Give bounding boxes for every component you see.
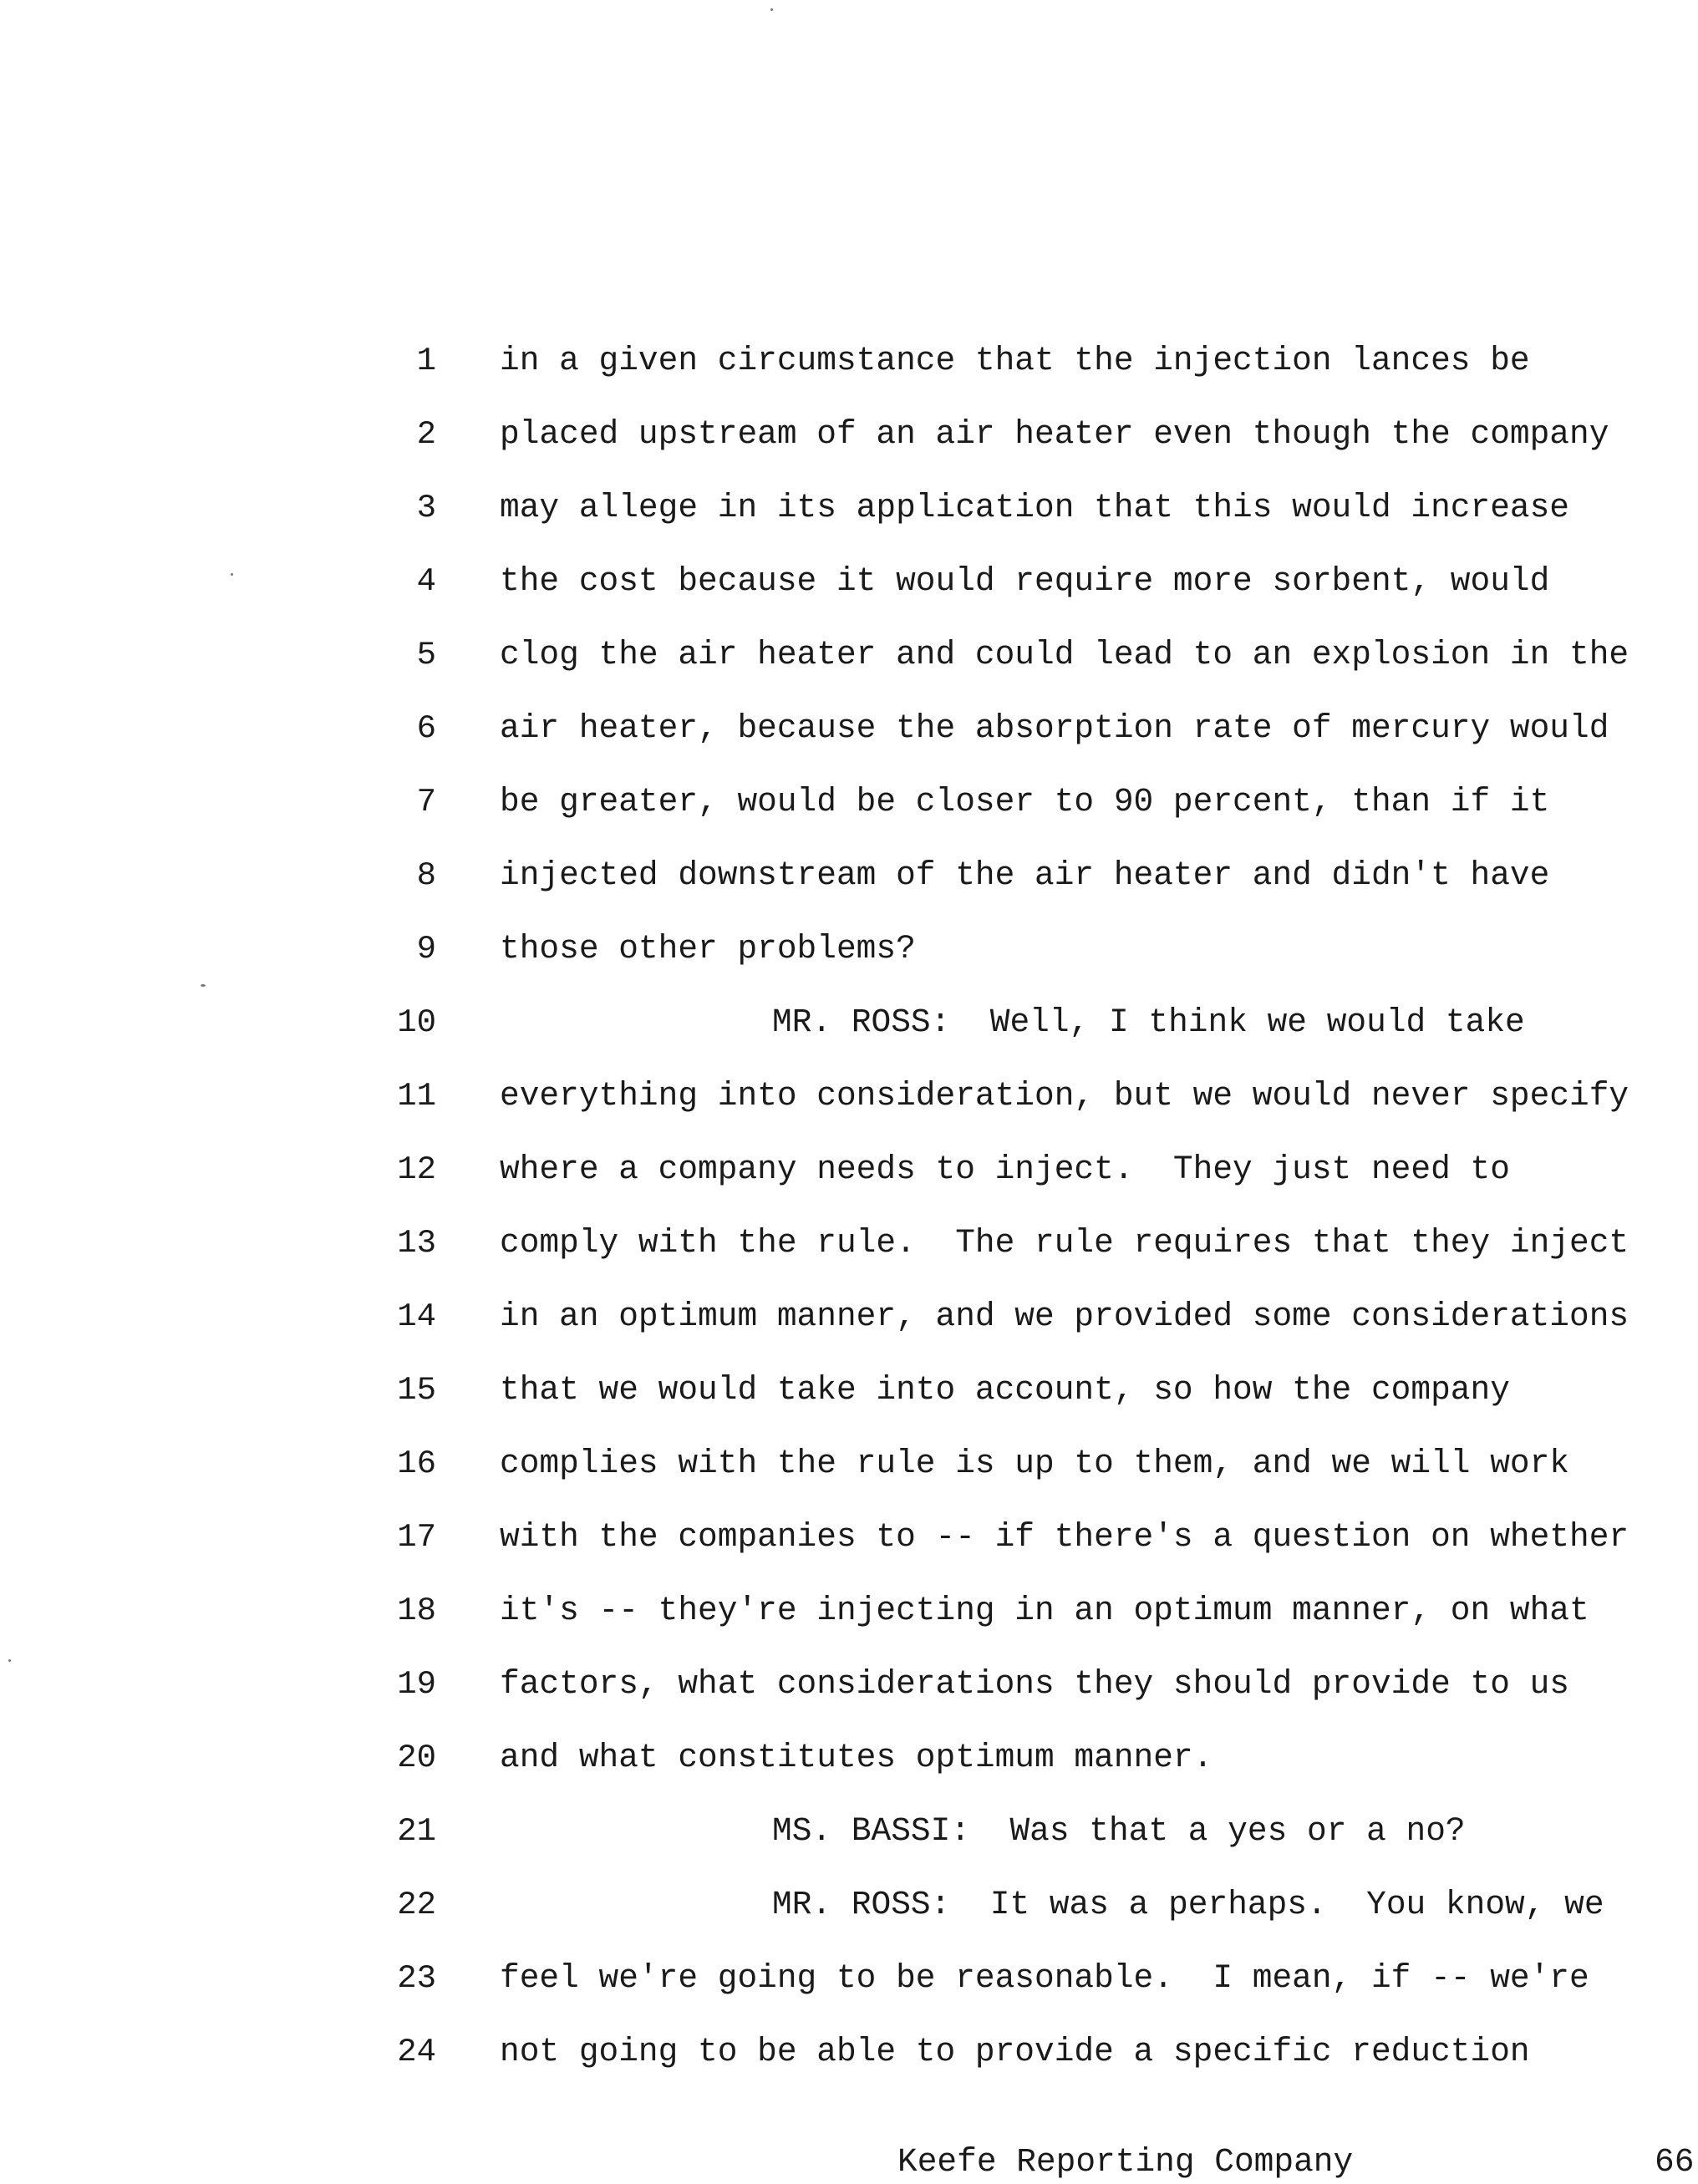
transcript-line [0, 702, 1698, 775]
footer-company-name: Keefe Reporting Company [897, 2143, 1354, 2181]
line-text: air heater, because the absorption rate of mercury would [500, 709, 1609, 747]
line-text: complies with the rule is up to them, and we will work [500, 1445, 1570, 1482]
line-number: 16 [397, 1445, 436, 1482]
line-number: 22 [397, 1887, 436, 1923]
line-number: 1 [416, 343, 436, 379]
line-number: 15 [397, 1372, 436, 1409]
line-number: 17 [397, 1519, 436, 1556]
line-text: placed upstream of an air heater even though the company [500, 415, 1609, 453]
line-number: 11 [397, 1078, 436, 1115]
line-number: 9 [416, 931, 436, 968]
line-number: 24 [397, 2034, 436, 2070]
transcript-line [0, 1952, 1698, 2025]
line-number: 21 [397, 1813, 436, 1850]
line-text: the cost because it would require more sorbent, would [500, 562, 1550, 600]
line-text: clog the air heater and could lead to an explosion in the [500, 636, 1629, 673]
line-number: 12 [397, 1151, 436, 1188]
transcript-line [0, 1878, 1698, 1952]
transcript-line [0, 1658, 1698, 1731]
transcript-line [0, 1511, 1698, 1584]
line-number: 20 [397, 1740, 436, 1776]
line-number: 4 [416, 563, 436, 600]
line-number: 10 [397, 1004, 436, 1041]
line-text: it's -- they're injecting in an optimum manner, on what [500, 1592, 1589, 1629]
transcript-line [0, 775, 1698, 849]
line-text: everything into consideration, but we would never specify [500, 1077, 1629, 1115]
line-text: MR. ROSS: Well, I think we would take [772, 1003, 1525, 1041]
transcript-line [0, 334, 1698, 408]
line-text: in an optimum manner, and we provided some considerations [500, 1298, 1629, 1335]
line-text: and what constitutes optimum manner. [500, 1739, 1213, 1776]
line-number: 3 [416, 490, 436, 526]
transcript-line [0, 849, 1698, 922]
line-text: feel we're going to be reasonable. I mean, if -- we're [500, 1959, 1589, 1997]
line-text: MS. BASSI: Was that a yes or a no? [772, 1812, 1466, 1850]
transcript-line [0, 1069, 1698, 1143]
transcript-line [0, 922, 1698, 996]
transcript-line [0, 2025, 1698, 2099]
line-text: factors, what considerations they should provide to us [500, 1665, 1570, 1703]
transcript-line [0, 628, 1698, 702]
page-number: 66 [1655, 2143, 1695, 2181]
transcript-line [0, 996, 1698, 1069]
line-number: 23 [397, 1960, 436, 1997]
line-text: that we would take into account, so how the company [500, 1371, 1510, 1409]
transcript-line [0, 1805, 1698, 1878]
line-text: with the companies to -- if there's a question on whether [500, 1518, 1629, 1556]
line-number: 19 [397, 1666, 436, 1703]
line-text: MR. ROSS: It was a perhaps. You know, we [772, 1886, 1604, 1923]
line-number: 5 [416, 637, 436, 673]
line-number: 13 [397, 1225, 436, 1262]
transcript-line [0, 1437, 1698, 1511]
line-text: in a given circumstance that the injection lances be [500, 342, 1530, 379]
transcript-line [0, 1290, 1698, 1364]
transcript-line [0, 1143, 1698, 1216]
line-text: comply with the rule. The rule requires that they inject [500, 1224, 1629, 1262]
transcript-line [0, 408, 1698, 481]
line-text: be greater, would be closer to 90 percent, than if it [500, 783, 1550, 820]
line-text: not going to be able to provide a specific reduction [500, 2033, 1530, 2070]
line-text: may allege in its application that this would increase [500, 489, 1570, 526]
line-text: injected downstream of the air heater and didn't have [500, 856, 1550, 894]
line-text: where a company needs to inject. They just need to [500, 1150, 1510, 1188]
line-number: 6 [416, 710, 436, 747]
transcript-line [0, 555, 1698, 628]
line-number: 14 [397, 1298, 436, 1335]
transcript-line [0, 1364, 1698, 1437]
line-text: those other problems? [500, 930, 916, 968]
transcript-line [0, 1584, 1698, 1658]
transcript-line [0, 1216, 1698, 1290]
line-number: 8 [416, 857, 436, 894]
line-number: 18 [397, 1592, 436, 1629]
line-number: 2 [416, 416, 436, 453]
transcript-line [0, 481, 1698, 555]
line-number: 7 [416, 784, 436, 820]
scan-speck [770, 8, 773, 11]
transcript-line [0, 1731, 1698, 1805]
